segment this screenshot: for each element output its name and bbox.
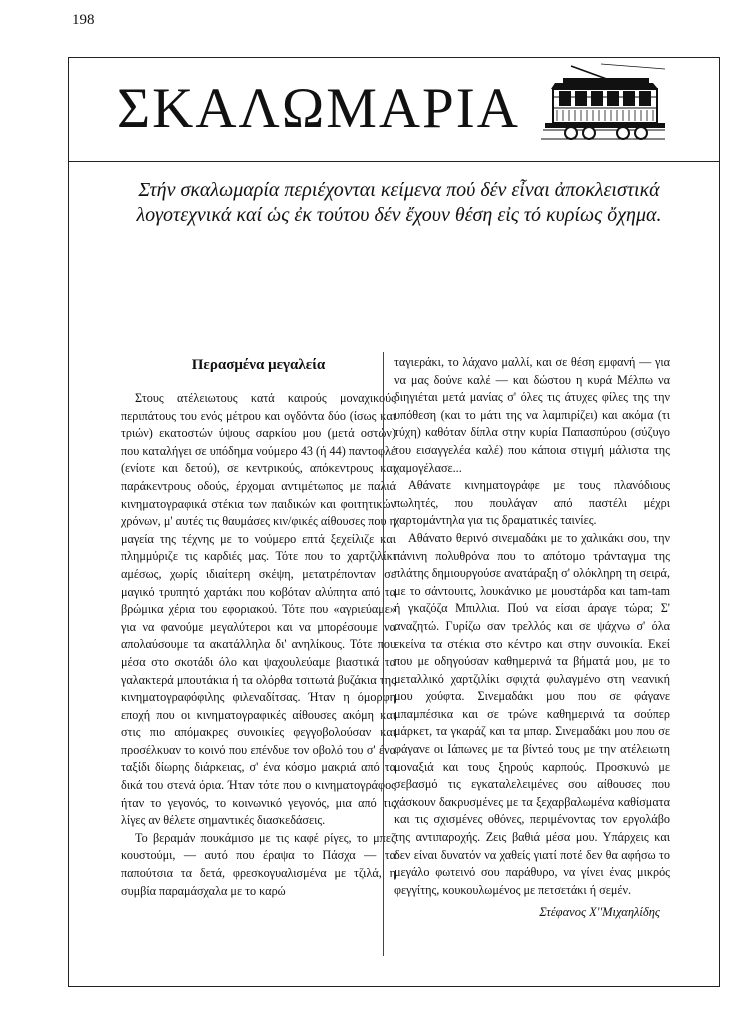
article-title: Περασμένα μεγαλεία [191, 357, 326, 373]
article-paragraph: Το βεραμάν πουκάμισο με τις καφέ ρίγες, το μπεζ κουστούμι, — αυτό που έραψα το Πάσχα — τα παπούτσια τα δετά, φρεσκογυαλισμένα με τζιλά, η συμβία παραμάσχαλα με το καρώ [121, 830, 396, 898]
page-number: 198 [72, 12, 95, 28]
article-column-left [121, 354, 396, 900]
tram-icon [541, 63, 665, 141]
column-divider [383, 352, 384, 956]
intro-line-1: Στήν σκαλωμαρία περιέχονται κείμενα πού δέν εἶναι ἀποκλειστικά [138, 179, 660, 201]
section-title: ΣΚΑΛΩΜΑΡΙΑ [117, 77, 520, 140]
intro-line-2: λογοτεχνικά καί ὡς ἐκ τούτου δέν ἔχουν θέση εἰς τό κυρίως ὄχημα. [136, 204, 662, 226]
section-header [69, 58, 719, 162]
author-signature: Στέφανος Χ''Μιχαηλίδης [539, 905, 660, 920]
article-paragraph: Αθάνατο θερινό σινεμαδάκι με το χαλικάκι σου, την πάνινη πολυθρόνα που το απότομο τράνταγμα της πλάτης δημιουργούσε ανατάραξη σ' ολόκληρη τη σειρά, με το σάντουιτς, λουκάνικο με μουστάρδα και tam-tam ή γκαζόζα Μπιλλια. Πού να είσαι άραγε τώρα; Σ' αναζητώ. Γυρίζω σαν τρελλός και σε ψάχνω σ' όλα εκείνα τα στέκια στο κέντρο και στην συνοικία. Εκεί που με οδηγούσαν καθημερινά τα βήματά μου, με το μεταλλικό χαρτζιλίκι σφιχτά φυλαγμένο στη νεανική μου χούφτα. Σινεμαδάκι μου που σε φάγανε μπαμπέσικα και σε τρώνε καθημερινά τα σούπερ μάρκετ, τα γκαράζ και τα μπαρ. Σινεμαδάκι μου που σε φάγανε οι Ιάπωνες με τα βίντεό τους με την ατέλειωτη μοναξιά και τους ξηρούς καρπούς. Προσκυνώ με σεβασμό τις εγκαταλελειμένες σου αίθουσες που χάσκουν δακρυσμένες με τα ξεχαρβαλωμένα καθίσματα και τις σχισμένες οθόνες, περιμένοντας τον εργολάβο της αντιπαροχής. Ζεις βαθιά μέσα μου. Υπάρχεις και δεν είναι δυνατόν να χαθείς γιατί ποτέ δεν θα αφήσω το μεγάλο φωτεινό σου παράθυρο, να γίνει ένας μικρός φεγγίτης, κουκουλωμένος με πετσετάκι ή σεμέν. [394, 530, 670, 897]
section-intro [99, 178, 699, 228]
article-paragraph: Αθάνατε κινηματογράφε με τους πλανόδιους πωλητές, που πουλάγαν από παστέλι μέχρι χαρτομάντηλα για τις δραματικές ταινίες. [394, 478, 670, 528]
article-paragraph: Στους ατέλειωτους κατά καιρούς μοναχικούς περιπάτους του ενός μέτρου και ογδόντα δύο (ίσως και τριών) εκατοστών ύψους σαρκίου μου (μετά οστών) που καταλήγει σε υπόδημα νούμερο 43 (ή 44) παντοφλέ (ενίοτε και δετού), σε κεντρικούς, απόκεντρους και παράκεντρους οδούς, έρχομαι αντιμέτωπος με παλιά κινηματογραφικά στέκια των παιδικών και φοιτητικών χρόνων, μ' αυτές τις θαυμάσες κιν/φικές αίθουσες που η μαγεία της τέχνης με το νούμερο επτά ξεχείλιζε και πλημμύριζε τις καρδιές μας. Τότε που το χαρτζιλίκι αμέσως, χωρίς ιδιαίτερη σκέψη, μετατρέπονταν σε μαγικό τρυπητό χαρτάκι που κοβόταν αλύπητα από τα βρώμικα χέρια του εφοριακού. Τότε που «αγριεύαμε» για να φανούμε μεγαλύτεροι και να μπορέσουμε να απολαύσουμε τα ακατάλληλα δι' ανηλίκους. Τότε που μέσα στο σκοτάδι όλο και ψαχουλεύαμε βιαστικά τα γαλακτερά μπουτάκια ή τα ολόρθα τσιτωτά βυζάκια της κινηματογραφόφιλης φιλεναδίτσας. Ήταν η όμορφη εποχή που οι κινηματογραφικές αίθουσες ακόμη και στις πιο απόμακρες συνοικίες φεγγοβολούσαν και προσέλκυαν το κοινό που επένδυε τον οβολό του σ' ένα ταξίδι δίωρης διάρκειας, σ' ένα κόσμο μακριά από τα δικά του στενά όρια. Ήταν τότε που ο κινηματογράφος ήταν το γεγονός, το κοινωνικό γεγονός, μια από τις λίγες αν θέλετε σημαντικές διασκεδάσεις. [121, 391, 396, 828]
article-column-right [394, 354, 670, 923]
content-frame [68, 57, 720, 987]
article-paragraph: ταγιεράκι, το λάχανο μαλλί, και σε θέση εμφανή — για να μας δούνε καλέ — και δώστου η κυρά Μέλπω να διηγιέται μετά μανίας σ' όλες τις άτυχες φίλες της την υπόθεση (και το μάτι της να λαμπιρίζει) και ακόμα (τι τύχη) καθόταν δίπλα στην κυρία Παπασπύρου (σύζυγο του εισαγγελέα καλέ) που κάποια στιγμή μάλιστα της χαμογέλασε... [394, 355, 670, 475]
